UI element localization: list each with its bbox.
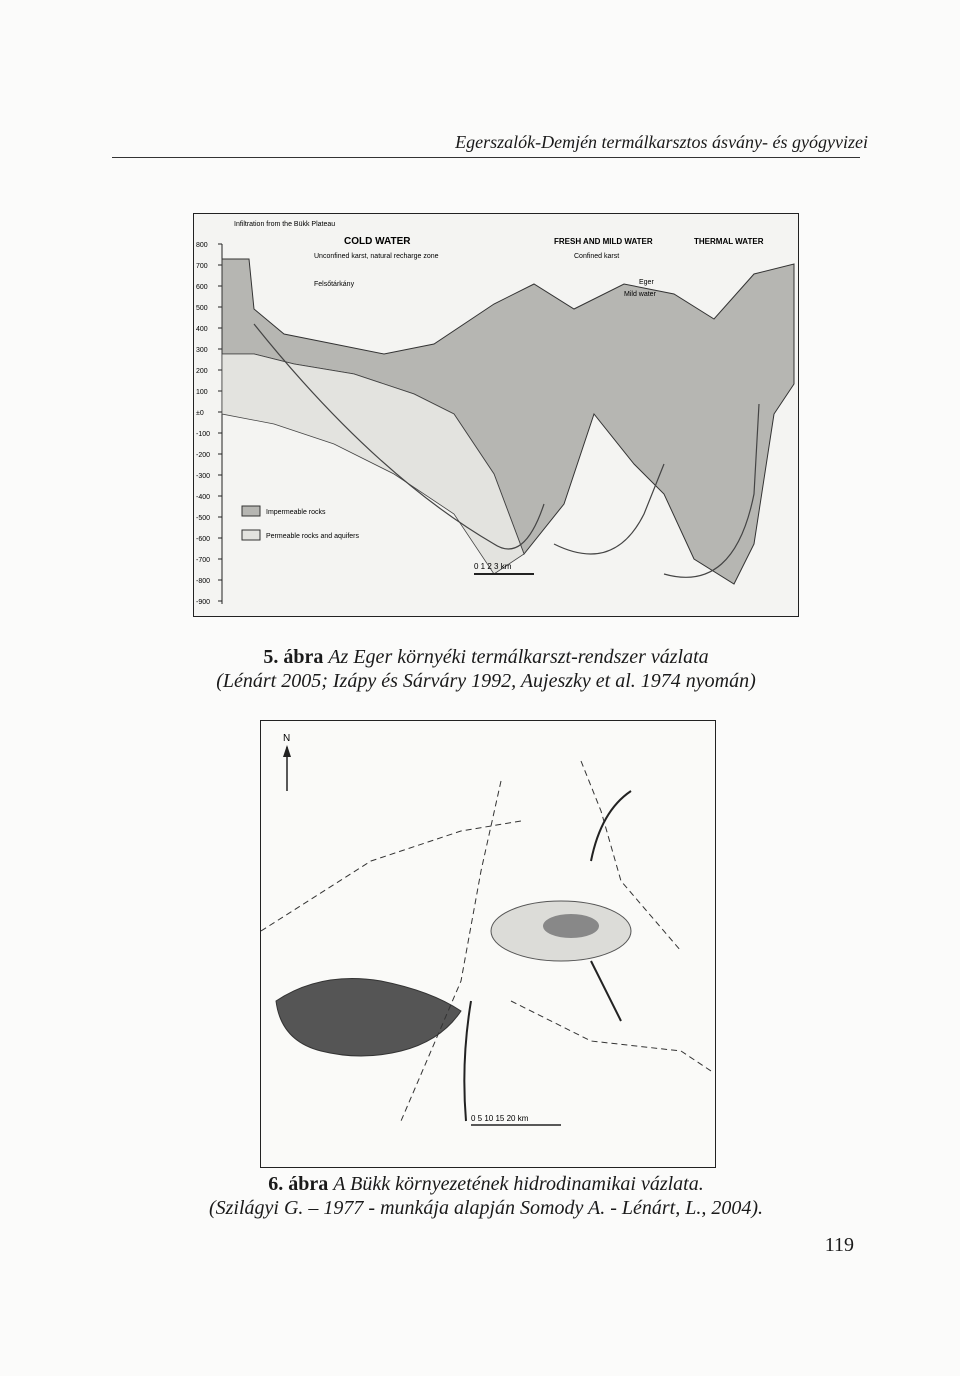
- y-tick-label: 600: [196, 284, 208, 291]
- y-tick-label: -800: [196, 578, 211, 585]
- fresh-mild-label: FRESH AND MILD WATER: [554, 237, 653, 246]
- confined-label: Confined karst: [574, 253, 620, 260]
- running-title: Egerszalók-Demjén termálkarsztos ásvány- és gyógyvizei: [455, 132, 868, 152]
- figure-6-title: A Bükk környezetének hidrodinamikai vázlata.: [333, 1173, 704, 1195]
- map-scale-label: 0 5 10 15 20 km: [471, 1114, 529, 1123]
- y-tick-label: 800: [196, 242, 208, 249]
- figure-6-map: [260, 720, 716, 1168]
- north-label: N: [283, 733, 291, 744]
- y-tick-label: -600: [196, 536, 211, 543]
- boundary-line-4: [511, 1001, 711, 1071]
- flow-arrow-southeast: [591, 961, 621, 1021]
- figure-5-number: 5. ábra: [263, 646, 324, 668]
- scale-label: 0 1 2 3 km: [474, 562, 512, 571]
- eger-label: Eger: [639, 279, 654, 286]
- felsotarkany-label: Felsőtárkány: [314, 281, 355, 288]
- unconfined-label: Unconfined karst, natural recharge zone: [314, 253, 439, 260]
- figure-5-title: Az Eger környéki termálkarszt-rendszer vázlata: [328, 646, 709, 668]
- cold-water-label: COLD WATER: [344, 236, 411, 247]
- bukk-core: [543, 914, 599, 938]
- boundary-line-3: [261, 821, 521, 931]
- figure-5-cross-section: [193, 213, 799, 617]
- y-tick-label: -400: [196, 494, 211, 501]
- impermeable-legend-swatch: [242, 506, 260, 516]
- y-tick-label: 400: [196, 326, 208, 333]
- infiltration-label: Infiltration from the Bükk Plateau: [234, 221, 336, 228]
- header-rule: [112, 157, 860, 158]
- flow-arrow-south: [464, 1001, 471, 1121]
- y-tick-label: 300: [196, 347, 208, 354]
- page-number: 119: [824, 1234, 854, 1256]
- figure-6-number: 6. ábra: [268, 1173, 329, 1195]
- y-tick-label: 700: [196, 263, 208, 270]
- boundary-line-1: [401, 781, 501, 1121]
- y-tick-label: ±0: [196, 410, 204, 417]
- y-tick-label: 200: [196, 368, 208, 375]
- y-tick-label: -700: [196, 557, 211, 564]
- mild-water-label: Mild water: [624, 291, 656, 298]
- y-tick-label: -500: [196, 515, 211, 522]
- figure-6-source: (Szilágyi G. – 1977 - munkája alapján Somody A. - Lénárt, L., 2004).: [208, 1197, 764, 1219]
- permeable-legend-swatch: [242, 530, 260, 540]
- figure-5-caption: [112, 645, 860, 693]
- y-tick-label: -300: [196, 473, 211, 480]
- y-tick-label: 500: [196, 305, 208, 312]
- figure-6-caption: [112, 1172, 860, 1220]
- y-tick-label: -200: [196, 452, 211, 459]
- thermal-label: THERMAL WATER: [694, 237, 764, 246]
- y-tick-label: -900: [196, 599, 211, 606]
- y-axis-ticks: [196, 242, 222, 606]
- impermeable-legend-label: Impermeable rocks: [266, 509, 326, 516]
- y-tick-label: 100: [196, 389, 208, 396]
- permeable-legend-label: Permeable rocks and aquifers: [266, 533, 359, 540]
- y-tick-label: -100: [196, 431, 211, 438]
- figure-5-source: (Lénárt 2005; Izápy és Sárváry 1992, Aujeszky et al. 1974 nyomán): [216, 670, 756, 692]
- dark-basin-region: [276, 979, 461, 1057]
